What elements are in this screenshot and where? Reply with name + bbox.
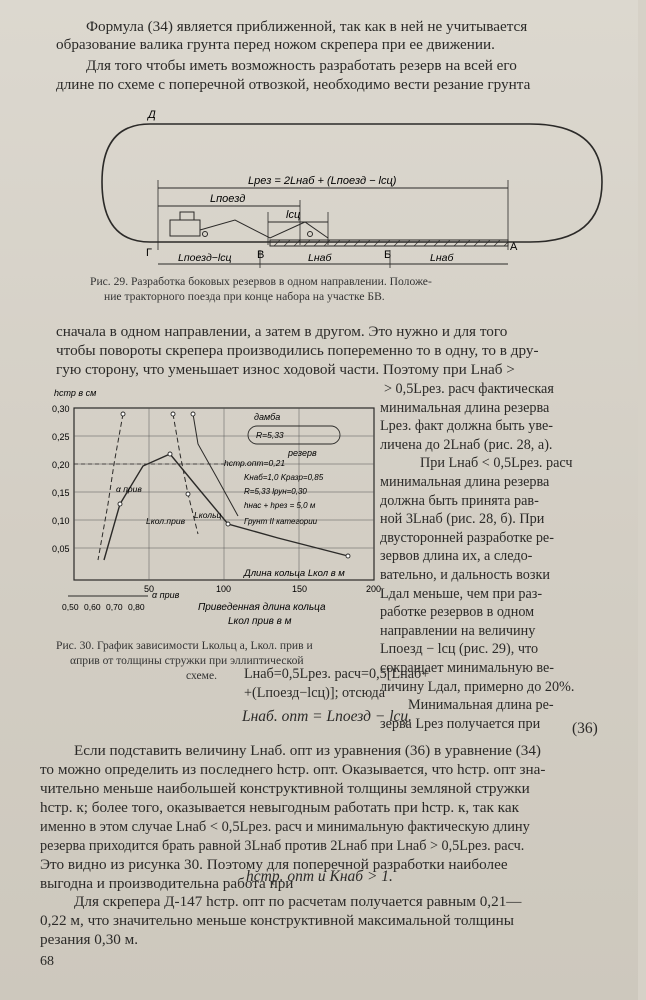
equation-number: (36) xyxy=(572,720,598,737)
equation-36: Lнаб. опт = Lпоезд − lсц. xyxy=(242,708,413,725)
x-tick-alpha: 0,50 xyxy=(62,602,79,612)
figure-30-caption: схеме. xyxy=(186,669,218,682)
text-line: длине по схеме с поперечной отвозкой, необходимо вести резание грунта xyxy=(56,76,531,93)
alpha-axis-label: α прив xyxy=(152,590,180,600)
figure-29-diagram xyxy=(90,100,610,272)
text-line: гую сторону, что уменьшает износ ходовой части. Поэтому при Lнаб > xyxy=(56,361,515,378)
x-tick-top: 200 xyxy=(366,584,382,594)
text-line: именно в этом случае Lнаб < 0,5Lрез. расч и минимальную фактическую длину xyxy=(40,819,530,835)
figure-29-caption: ние тракторного поезда при конце набора на участке БВ. xyxy=(104,290,385,303)
text-line: зерва Lрез получается при xyxy=(380,715,541,732)
y-tick: 0,05 xyxy=(52,544,70,554)
text-line: Минимальная длина ре- xyxy=(408,697,554,714)
curve-label-lkolc: Lкольц xyxy=(194,510,222,520)
text-line: двусторонней разработке ре- xyxy=(380,529,554,546)
text-line: минимальная длина резерва xyxy=(380,399,550,416)
x-tick-top: 150 xyxy=(292,584,308,594)
text-line: Lрез. факт должна быть уве- xyxy=(380,418,554,435)
x-tick-alpha: 0,60 xyxy=(84,602,101,612)
scraper-shape xyxy=(200,220,328,238)
y-tick: 0,30 xyxy=(52,404,70,414)
ring-length-label: Длина кольца Lкол в м xyxy=(244,568,345,579)
x-tick-top: 50 xyxy=(144,584,155,594)
bottom-left-dim: Lпоезд−lсц xyxy=(178,252,232,264)
x-tick-top: 100 xyxy=(216,584,232,594)
text-line: При Lнаб < 0,5Lрез. расч xyxy=(420,455,573,472)
text-line: 0,22 м, что значительно меньше конструктивной максимальной толщины xyxy=(40,912,514,929)
figure-30-chart xyxy=(48,384,382,634)
text-line: Если подставить величину Lнаб. опт из уравнения (36) в уравнение (34) xyxy=(74,742,541,759)
text-line: > 0,5Lрез. расч фактическая xyxy=(384,381,554,397)
text-line: hстр. к; более того, оказывается невыгодным работать при hстр. к, так как xyxy=(40,799,519,816)
param-line: hнас + hрез = 5,0 м xyxy=(244,501,316,510)
param-line: Грунт II категории xyxy=(244,517,318,526)
text-line: резания 0,30 м. xyxy=(40,931,139,948)
text-line: личину Lдал, примерно до 20%. xyxy=(380,678,575,695)
curve-label-alpha: α прив xyxy=(116,484,142,494)
text-line: выгодна и производительна работа при xyxy=(40,875,294,892)
y-tick: 0,25 xyxy=(52,432,70,442)
legend-r: R=5,33 xyxy=(256,430,284,440)
text-line: чительно меньше наибольшей конструктивной толщины земляной стружки xyxy=(40,780,530,797)
text-line: то можно определить из последнего hстр. опт. Оказывается, что hстр. опт зна- xyxy=(40,761,546,778)
text-line: Lнаб=0,5Lрез. расч=0,5[Lнаб+ xyxy=(244,666,430,682)
tractor-shape xyxy=(170,220,200,236)
y-tick: 0,20 xyxy=(52,460,70,470)
x-axis-label-2: Lкол прив в м xyxy=(228,616,292,627)
point-a-label: А xyxy=(510,241,518,253)
figure-30-caption: Рис. 30. График зависимости Lкольц а, Lкол. прив и xyxy=(56,639,313,652)
l-poezd-label: Lпоезд xyxy=(210,193,246,205)
text-line: зервов длина их, а следо- xyxy=(380,548,533,565)
curve-label-lkolpriv: Lкол.прив xyxy=(146,516,186,526)
bottom-mid-dim: Lнаб xyxy=(308,252,332,264)
text-line: Lдал меньше, чем при раз- xyxy=(380,585,543,602)
y-axis-label: hстр в см xyxy=(54,388,97,398)
text-line: чтобы повороты скрепера производились попеременно то в одну, то в дру- xyxy=(56,342,539,359)
h-opt-label: hстр.опт=0,21 xyxy=(224,458,286,468)
text-line: сначала в одном направлении, а затем в другом. Это нужно и для того xyxy=(56,323,508,340)
figure-29-caption: Рис. 29. Разработка боковых резервов в одном направлении. Положе- xyxy=(90,275,432,288)
text-line: Это видно из рисунка 30. Поэтому для поперечной разработки наиболее xyxy=(40,856,508,873)
legend-rezerv: резерв xyxy=(288,448,317,458)
text-line: Lпоезд − lсц (рис. 29), что xyxy=(380,641,539,658)
point-g-label: Г xyxy=(146,247,152,259)
point-v-label: В xyxy=(257,249,265,261)
page-number: 68 xyxy=(40,954,54,969)
legend-damba: дамба xyxy=(254,412,281,422)
text-line: минимальная длина резерва xyxy=(380,473,550,490)
point-b-label: Б xyxy=(384,249,392,261)
x-tick-alpha: 0,80 xyxy=(128,602,145,612)
y-tick: 0,15 xyxy=(52,488,70,498)
text-line: Для скрепера Д-147 hстр. опт по расчетам получается равным 0,21— xyxy=(74,893,522,910)
text-line: сокращает минимальную ве- xyxy=(380,659,555,676)
text-line: Формула (34) является приближенной, так как в ней не учитывается xyxy=(86,18,528,35)
param-line: Kнаб=1,0 Kразр=0,85 xyxy=(244,473,324,482)
text-line: должна быть принята рав- xyxy=(380,492,539,509)
corner-d-label: Д xyxy=(148,109,156,121)
bottom-right-dim: Lнаб xyxy=(430,252,454,264)
y-tick: 0,10 xyxy=(52,516,70,526)
text-line: направлении на величину xyxy=(380,622,536,639)
figure-30-caption: αприв от толщины стружки при эллиптической xyxy=(70,654,304,667)
condition-formula: hстр. опт и Kнаб > 1. xyxy=(246,868,393,885)
text-line: резерва приходится брать равной 3Lнаб против 2Lнаб при Lнаб > 0,5Lрез. расч. xyxy=(40,838,525,854)
l-sc-label: lсц xyxy=(286,209,301,221)
text-line: Для того чтобы иметь возможность разработать резерв на всей его xyxy=(86,57,517,74)
text-line: личена до 2Lнаб (рис. 28, а). xyxy=(380,436,553,453)
text-line: образование валика грунта перед ножом скрепера при ее движении. xyxy=(56,36,495,53)
text-line: работке резервов в одном xyxy=(380,604,535,621)
x-axis-label-1: Приведенная длина кольца xyxy=(198,602,326,613)
text-line: вательно, и дальность возки xyxy=(380,566,550,583)
x-tick-alpha: 0,70 xyxy=(106,602,123,612)
param-line: R=5,33 lрун=0,30 xyxy=(244,487,307,496)
l-rez-formula: Lрез = 2Lнаб + (Lпоезд − lсц) xyxy=(248,175,397,187)
text-line: +(Lпоезд−lсц)]; отсюда xyxy=(244,685,386,701)
text-line: ной 3Lнаб (рис. 28, б). При xyxy=(380,511,545,528)
